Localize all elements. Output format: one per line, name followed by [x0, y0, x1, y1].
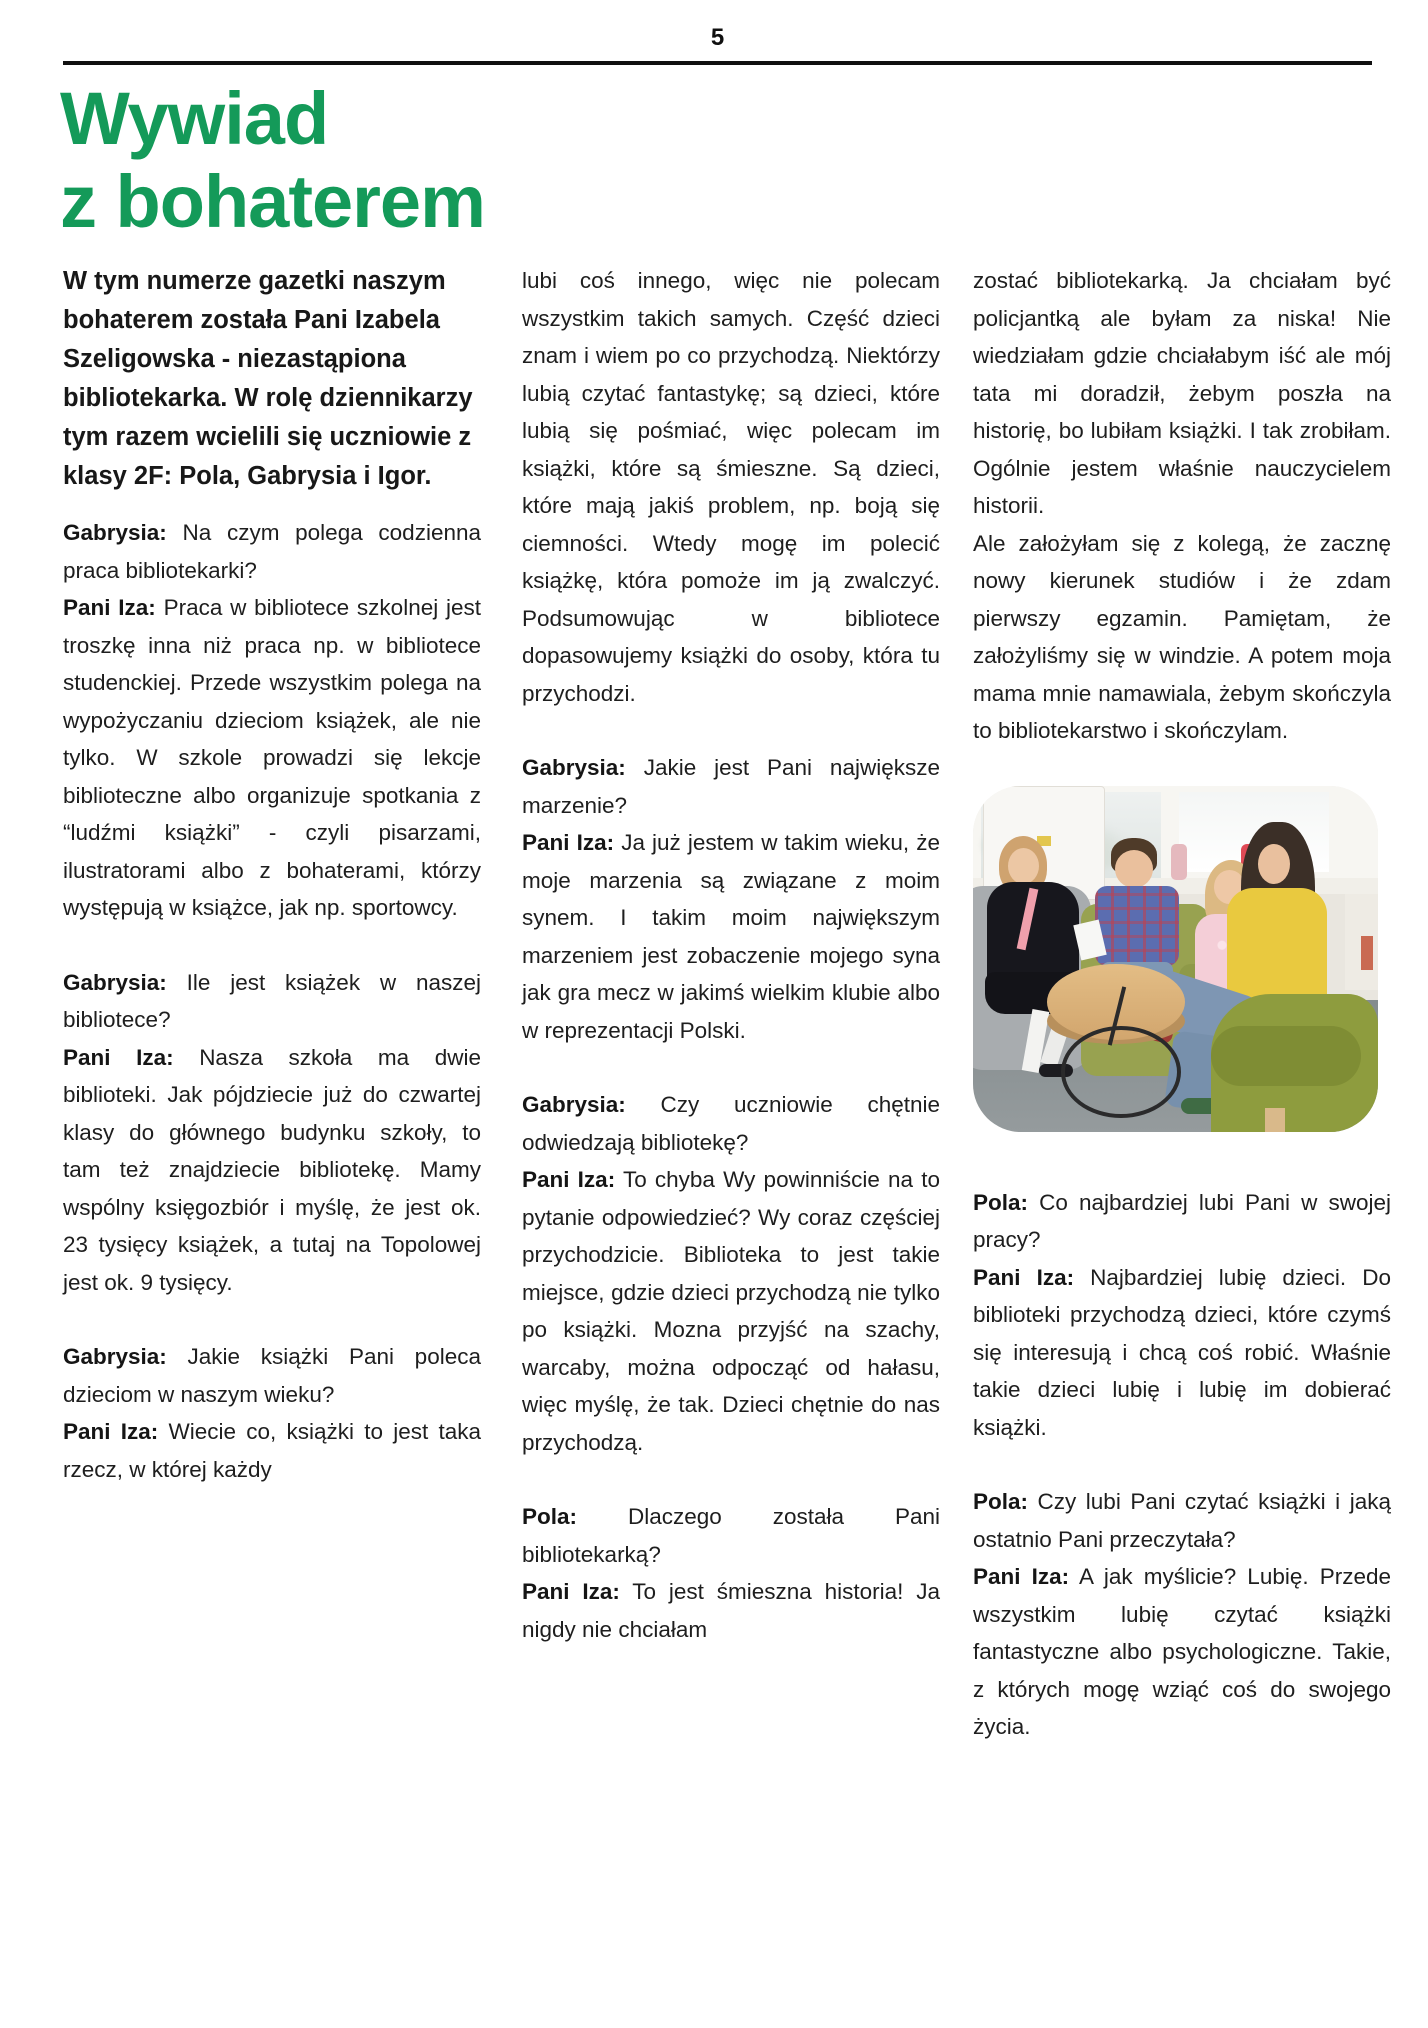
speaker-label: Pani Iza:: [522, 1167, 616, 1192]
qa-paragraph: [522, 1161, 940, 1461]
qa-paragraph: [522, 749, 940, 824]
column-3-qa-blocks-top: [973, 262, 1391, 750]
continuation-paragraph: [973, 262, 1391, 525]
qa-paragraph: [973, 1483, 1391, 1558]
paragraph-text: Ja już jestem w takim wieku, że moje marzenia są związane z moim synem. I takim moim największym marzeniem jest zobaczenie mojego syna jak gra mecz w jakimś wielkim klubie albo w reprezentacji Polski.: [522, 830, 940, 1043]
photo-table-metal-base: [1061, 1026, 1181, 1118]
qa-paragraph: [973, 1558, 1391, 1746]
qa-block: [973, 1483, 1391, 1746]
photo-boy-plaid-shirt: [1095, 886, 1179, 966]
qa-paragraph: [63, 964, 481, 1039]
paragraph-text: zostać bibliotekarką. Ja chciałam być policjantką ale byłam za niska! Nie wiedziałam gdzie chciałabym iść ale mój tata mi doradził, żebym poszła na historię, bo lubiłam książki. I tak zrobiłam. Ogólnie jestem właśnie nauczycielem historii.: [973, 268, 1391, 518]
photo-librarian-face: [1258, 844, 1290, 884]
qa-block: [522, 749, 940, 1049]
qa-paragraph: [63, 514, 481, 589]
qa-paragraph: [522, 1573, 940, 1648]
speaker-label: Gabrysia:: [63, 520, 167, 545]
paragraph-text: Czy lubi Pani czytać książki i jaką ostatnio Pani przeczytała?: [973, 1489, 1391, 1552]
column-2-qa-blocks: [522, 262, 940, 1648]
column-2: [522, 262, 940, 1648]
speaker-label: Gabrysia:: [63, 969, 167, 995]
qa-block: [522, 262, 940, 712]
qa-paragraph: [973, 1184, 1391, 1259]
paragraph-text: Czy uczniowie chętnie odwiedzają bibliotekę?: [522, 1092, 940, 1155]
column-1-qa-blocks: [63, 514, 481, 1488]
qa-block: [63, 1338, 481, 1488]
speaker-label: Pani Iza:: [973, 1564, 1070, 1589]
paragraph-text: Na czym polega codzienna praca bibliotekarki?: [63, 520, 481, 583]
paragraph-text: lubi coś innego, więc nie polecam wszystkim takich samych. Część dzieci znam i wiem po co przychodzą. Niektórzy lubią czytać fantastykę; są dzieci, które lubią się pośmiać, więc polecam im książki, które są śmieszne. Są dzieci, które mają jakiś problem, np. boją się ciemności. Wtedy mogę im polecić książkę, która pomoże im ją zwalczyć. Podsumowując w bibliotece dopasowujemy książki do osoby, która tu przychodzi.: [522, 268, 940, 706]
speaker-label: Gabrysia:: [522, 1092, 626, 1117]
header-rule: [63, 61, 1372, 65]
speaker-label: Pani Iza:: [522, 1579, 620, 1604]
paragraph-text: Jakie książki Pani poleca dzieciom w naszym wieku?: [63, 1344, 481, 1407]
article-title: [60, 78, 485, 244]
paragraph-text: Ale założyłam się z kolegą, że zacznę nowy kierunek studiów i że zdam pierwszy egzamin. Pamiętam, że założyliśmy się w windzie. A potem moja mama mnie namawiala, żebym skończyla to bibliotekarstwo i skończylam.: [973, 530, 1391, 743]
speaker-label: Pani Iza:: [522, 830, 615, 855]
qa-paragraph: [63, 1039, 481, 1302]
speaker-label: Pola:: [973, 1189, 1029, 1215]
qa-block: [973, 1184, 1391, 1447]
column-3: [973, 262, 1391, 1746]
photo-armchair-wooden-leg: [1265, 1108, 1285, 1132]
speaker-label: Pani Iza:: [63, 595, 156, 620]
page-number: 5: [710, 24, 725, 51]
paragraph-text: Ile jest książek w naszej bibliotece?: [63, 969, 481, 1032]
paragraph-text: Jakie jest Pani największe marzenie?: [522, 755, 940, 818]
speaker-label: Pani Iza:: [973, 1264, 1075, 1290]
continuation-paragraph: [522, 262, 940, 712]
photo-pink-toy: [1171, 844, 1187, 880]
paragraph-text: To chyba Wy powinniście na to pytanie odpowiedzieć? Wy coraz częściej przychodzicie. Biblioteka to jest takie miejsce, gdzie dzieci przychodzą nie tylko po książki. Mozna przyjść na szachy, warcaby, można odpocząć od hałasu, więc myślę, że tak. Dzieci chętnie do nas przychodzą.: [522, 1167, 940, 1455]
intro-paragraph: W tym numerze gazetki naszym bohaterem została Pani Izabela Szeligowska - niezastąpiona bibliotekarka. W rolę dziennikarzy tym razem wcielili się uczniowie z klasy 2F: Pola, Gabrysia i Igor.: [63, 267, 473, 490]
continuation-paragraph: [973, 525, 1391, 750]
qa-paragraph: [63, 1413, 481, 1488]
photo-girl-black-face: [1008, 848, 1039, 884]
paragraph-text: Nasza szkoła ma dwie biblioteki. Jak pójdziecie już do czwartej klasy do głównego budynku szkoły, to tam też znajdziecie bibliotekę. Mamy wspólny księgozbiór i myślę, że jest ok. 23 tysięcy książek, a tutaj na Topolowej jest ok. 9 tysięcy.: [63, 1044, 481, 1295]
photo-shelf-book: [1361, 936, 1373, 970]
interview-photo: [973, 786, 1378, 1132]
article-title-line1: Wywiad: [60, 77, 329, 160]
article-title-line2: z bohaterem: [60, 159, 485, 243]
paragraph-text: Najbardziej lubię dzieci. Do biblioteki przychodzą dzieci, które czymś się interesują i chcą coś robić. Właśnie takie dzieci lubię i lubię im dobierać książki.: [973, 1264, 1391, 1440]
speaker-label: Pani Iza:: [63, 1419, 159, 1444]
speaker-label: Pola:: [973, 1489, 1029, 1514]
column-3-qa-blocks-bottom: [973, 1184, 1391, 1746]
photo-olive-armchair-front-arm: [1211, 1026, 1361, 1086]
paragraph-text: Co najbardziej lubi Pani w swojej pracy?: [973, 1189, 1391, 1252]
qa-paragraph: [973, 1259, 1391, 1447]
speaker-label: Pani Iza:: [63, 1044, 174, 1070]
paragraph-text: Praca w bibliotece szkolnej jest troszkę inna niż praca np. w bibliotece studenckiej. Przede wszystkim polega na wypożyczaniu dzieciom książek, ale nie tylko. W szkole prowadzi się lekcje biblioteczne albo organizuje spotkania z “ludźmi książki” - czyli pisarzami, ilustratorami albo z bohaterami, którzy występują w książce, jak np. sportowcy.: [63, 595, 481, 920]
speaker-label: Gabrysia:: [522, 755, 626, 780]
qa-paragraph: [522, 824, 940, 1049]
paragraph-text: To jest śmieszna historia! Ja nigdy nie chciałam: [522, 1579, 940, 1642]
paragraph-text: Wiecie co, książki to jest taka rzecz, w której każdy: [63, 1419, 481, 1482]
photo-boy-face: [1115, 850, 1153, 888]
qa-paragraph: [522, 1086, 940, 1161]
qa-paragraph: [63, 1338, 481, 1413]
qa-paragraph: [522, 1498, 940, 1573]
qa-block: [522, 1086, 940, 1461]
speaker-label: Pola:: [522, 1504, 578, 1529]
qa-block: [63, 514, 481, 927]
qa-block: [522, 1498, 940, 1648]
qa-paragraph: [63, 589, 481, 927]
column-1: [63, 262, 481, 1488]
qa-block: [63, 964, 481, 1302]
paragraph-text: A jak myślicie? Lubię. Przede wszystkim lubię czytać książki fantastyczne albo psychologiczne. Takie, z których mogę wziąć coś do swojego życia.: [973, 1564, 1391, 1739]
qa-block: [973, 262, 1391, 750]
paragraph-text: Dlaczego została Pani bibliotekarką?: [522, 1504, 940, 1567]
speaker-label: Gabrysia:: [63, 1344, 167, 1369]
